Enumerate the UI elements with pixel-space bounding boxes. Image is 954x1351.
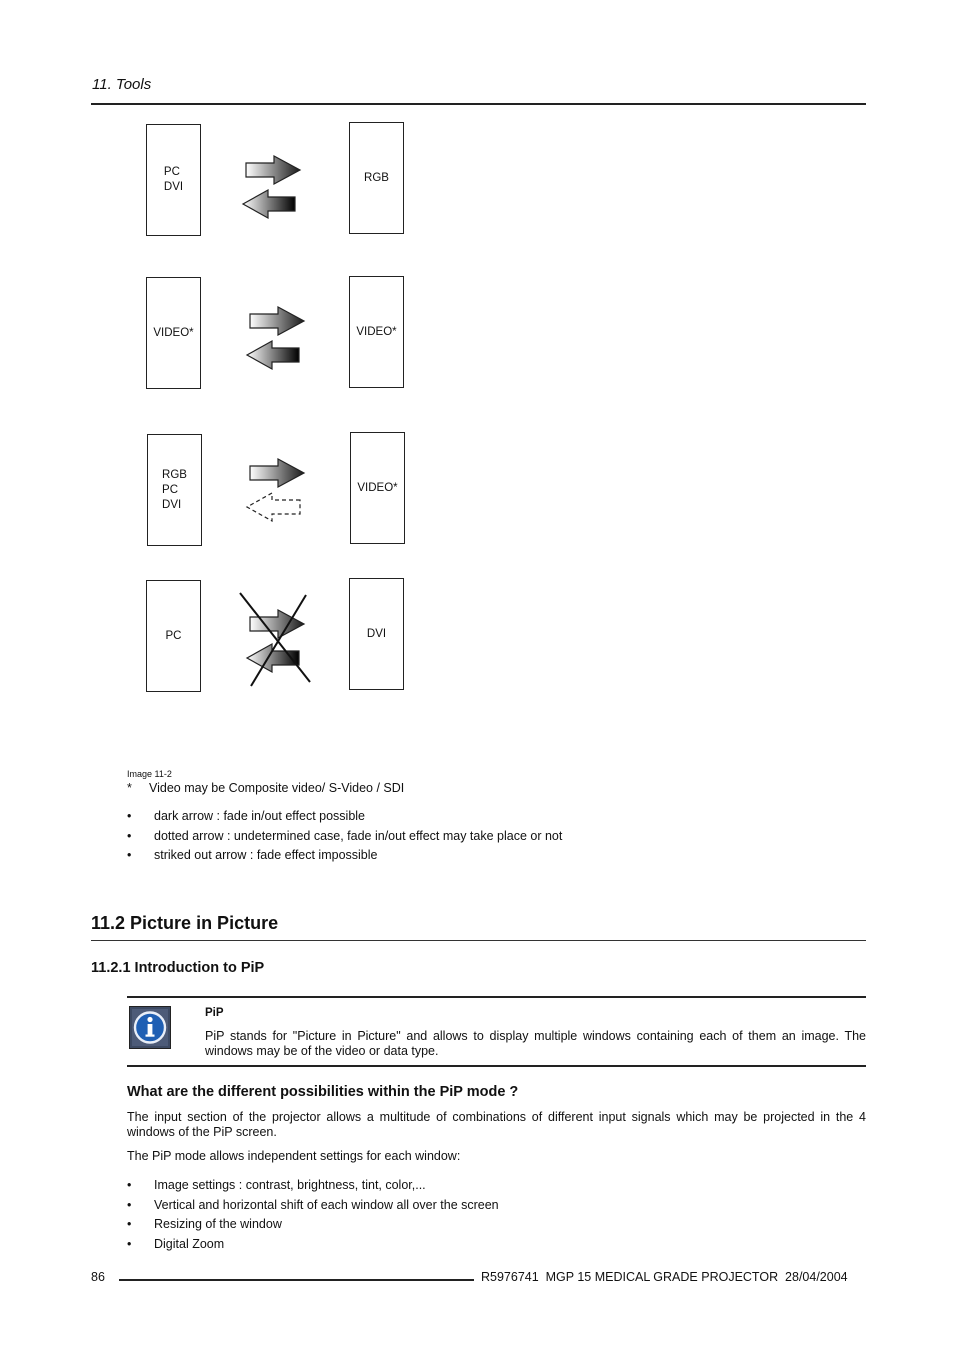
source-box-left: VIDEO* bbox=[146, 277, 201, 389]
figure-caption: Image 11-2 bbox=[127, 769, 172, 779]
figure-footnote bbox=[127, 781, 404, 795]
right-arrow-icon bbox=[246, 156, 300, 184]
source-box-left: PC bbox=[146, 580, 201, 692]
right-arrow-icon bbox=[250, 307, 304, 335]
question-heading: What are the different possibilities within the PiP mode ? bbox=[127, 1084, 519, 1100]
list-item: • dark arrow : fade in/out effect possible bbox=[127, 809, 365, 823]
list-item: • striked out arrow : fade effect impossible bbox=[127, 848, 378, 862]
bullet: • bbox=[127, 1217, 132, 1231]
bullet: • bbox=[127, 1197, 132, 1212]
source-box-right: DVI bbox=[349, 578, 404, 690]
running-header: 11. Tools bbox=[92, 76, 152, 93]
info-box-top-rule bbox=[127, 996, 866, 998]
paragraph: The input section of the projector allows a multitude of combinations of different input signals which may be projected in the 4 windows of the PiP screen. bbox=[127, 1110, 866, 1139]
left-arrow-icon bbox=[247, 341, 299, 369]
row2-arrows bbox=[247, 307, 304, 369]
page-number: 86 bbox=[91, 1270, 105, 1284]
footer-doc-info: R5976741 MGP 15 MEDICAL GRADE PROJECTOR 28/04/2004 bbox=[481, 1270, 848, 1284]
row3-arrows bbox=[247, 459, 304, 521]
legend-list bbox=[127, 809, 562, 868]
right-arrow-icon bbox=[250, 459, 304, 487]
bullet: • bbox=[127, 1178, 132, 1192]
section-rule bbox=[91, 940, 866, 941]
source-box-right: VIDEO* bbox=[349, 276, 404, 388]
row1-arrows bbox=[243, 156, 300, 218]
bullet: • bbox=[127, 1236, 132, 1251]
dotted-left-arrow-icon bbox=[247, 493, 300, 521]
list-item: • Resizing of the window bbox=[127, 1217, 282, 1231]
subsection-title: 11.2.1 Introduction to PiP bbox=[91, 960, 265, 976]
footnote-text: Video may be Composite video/ S-Video / SDI bbox=[149, 781, 405, 795]
source-box-right: RGB bbox=[349, 122, 404, 234]
bullet: • bbox=[127, 848, 132, 862]
bullet: • bbox=[127, 828, 132, 843]
left-arrow-icon bbox=[243, 190, 295, 218]
info-box-bottom-rule bbox=[127, 1065, 866, 1067]
list-item: • Image settings : contrast, brightness, tint, color,... bbox=[127, 1178, 426, 1192]
info-box-text: PiP stands for "Picture in Picture" and allows to display multiple windows containing each of them an image. The windows may be of the video or data type. bbox=[205, 1029, 866, 1058]
bullet: • bbox=[127, 809, 132, 823]
source-box-right: VIDEO* bbox=[350, 432, 405, 544]
list-item: • Vertical and horizontal shift of each window all over the screen bbox=[127, 1197, 499, 1212]
paragraph: The PiP mode allows independent settings for each window: bbox=[127, 1149, 461, 1163]
source-box-left: PC DVI bbox=[146, 124, 201, 236]
info-icon bbox=[129, 1006, 171, 1049]
strike-line bbox=[251, 595, 306, 686]
footnote-marker: * bbox=[127, 781, 132, 795]
list-item: • Digital Zoom bbox=[127, 1236, 225, 1251]
list-item: • dotted arrow : undetermined case, fade in/out effect may take place or not bbox=[127, 828, 563, 843]
source-box-left: RGB PC DVI bbox=[147, 434, 202, 546]
row4-arrows bbox=[240, 593, 310, 686]
section-title: 11.2 Picture in Picture bbox=[91, 913, 279, 933]
feature-list bbox=[127, 1178, 499, 1256]
right-arrow-icon bbox=[250, 610, 304, 638]
footer-rule bbox=[119, 1279, 474, 1281]
info-box-title: PiP bbox=[205, 1007, 224, 1019]
